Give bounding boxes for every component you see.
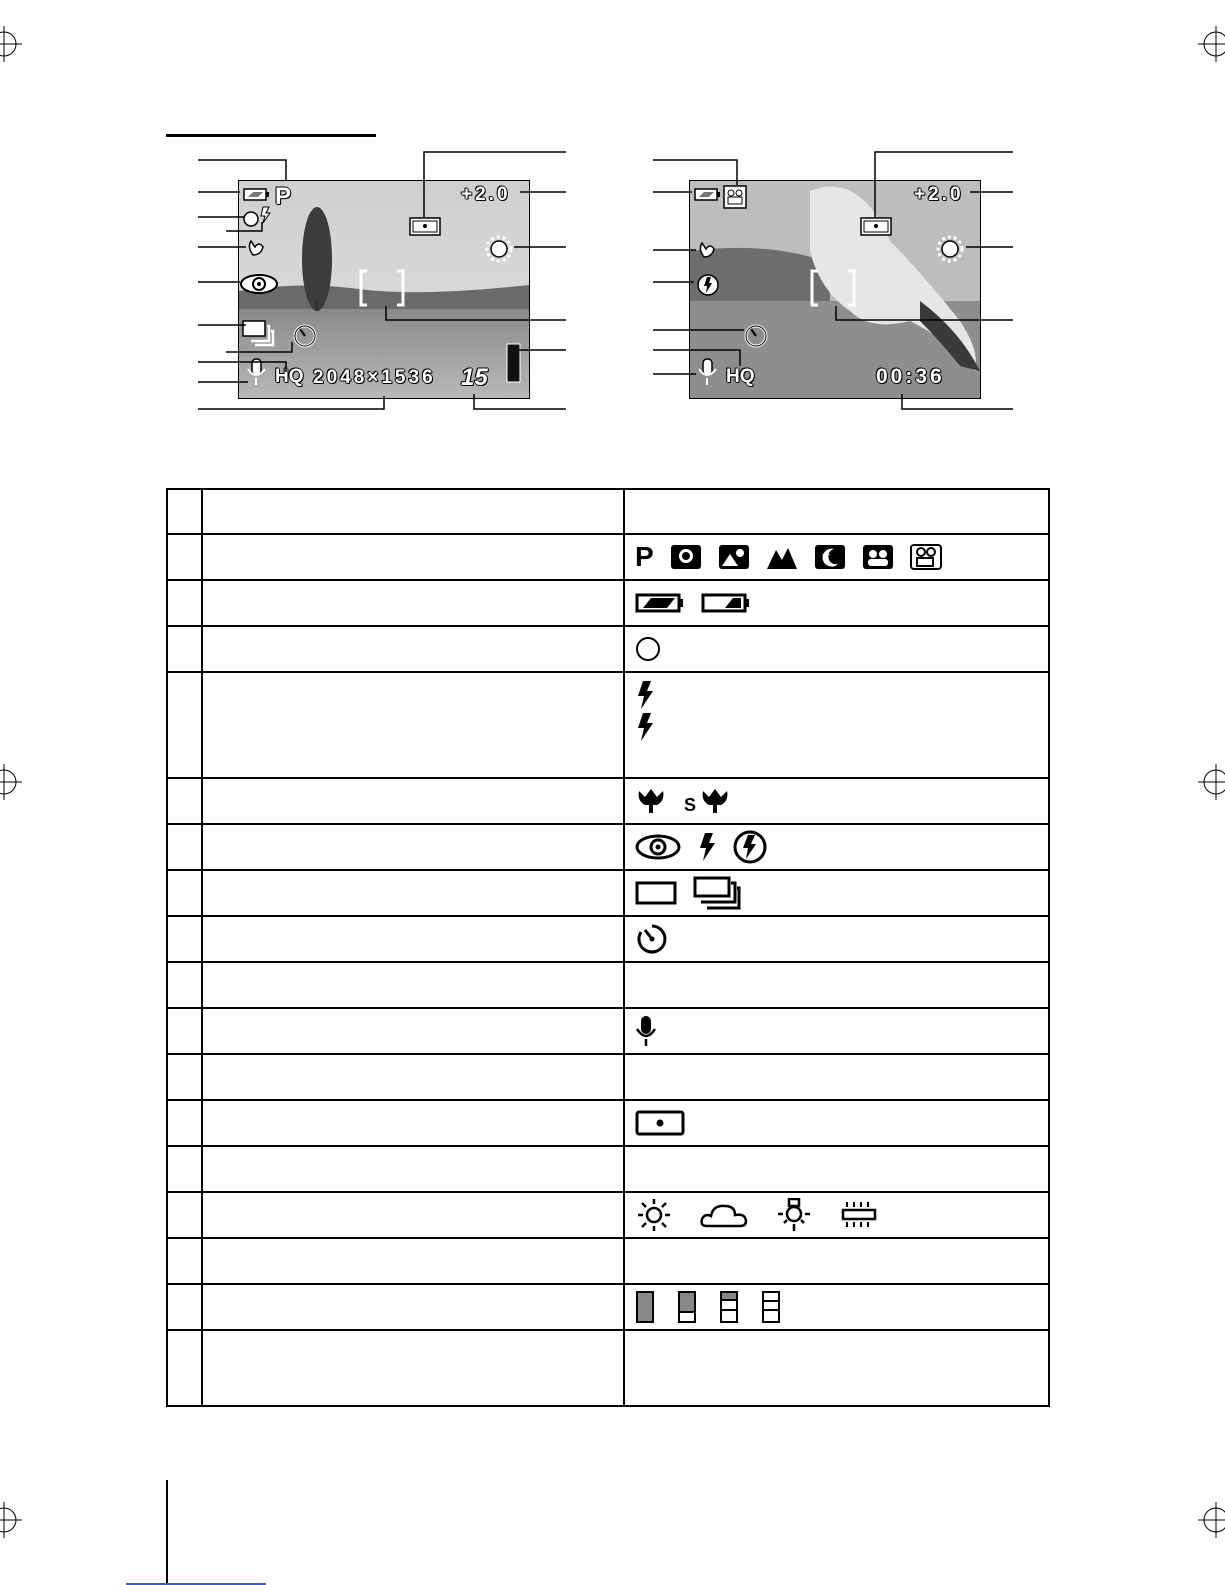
section-header-rule — [166, 134, 376, 137]
indicator-table — [166, 488, 1050, 1407]
registration-mark-bottom-left — [0, 1500, 24, 1540]
wb-cloudy-icon — [699, 1200, 749, 1230]
movie-mode-screen — [689, 180, 981, 399]
self-timer-icon — [295, 326, 315, 346]
memory-half-icon — [719, 1290, 739, 1324]
memory-three-quarter-icon — [677, 1290, 697, 1324]
red-eye-icon — [241, 275, 277, 293]
battery-icon — [244, 189, 269, 200]
battery-icon — [695, 189, 720, 200]
af-target-mark — [361, 271, 403, 305]
table-row — [167, 672, 1049, 778]
fill-in-flash-icon — [697, 832, 717, 862]
program-mode-icon: P — [635, 541, 654, 572]
movie-icon — [910, 544, 942, 570]
battery-full-icon — [635, 592, 685, 614]
green-lamp-icon — [244, 212, 258, 226]
landscape-portrait-icon — [718, 544, 750, 570]
sequential-icon — [243, 321, 273, 345]
wb-tungsten-icon — [775, 1198, 813, 1232]
battery-icons — [635, 587, 1038, 619]
spot-metering-icon — [635, 1109, 685, 1137]
table-row — [167, 916, 1049, 962]
callout-leader-lines — [0, 0, 1225, 430]
registration-mark-bottom-right — [1196, 1500, 1225, 1540]
flash-off-icon — [698, 275, 718, 295]
red-eye-reduction-icon — [635, 833, 681, 861]
registration-mark-mid-left — [0, 762, 24, 802]
table-row — [167, 1100, 1049, 1146]
spot-metering-icon — [861, 218, 891, 235]
super-macro-icon — [683, 787, 733, 815]
macro-icons — [635, 785, 1038, 817]
mode-symbol: P — [275, 183, 292, 210]
memory-gauge — [507, 344, 520, 382]
night-scene-icon — [814, 544, 846, 570]
macro-icon — [635, 787, 667, 815]
exposure-compensation: +2.0 — [914, 184, 964, 205]
table-row — [167, 580, 1049, 626]
left-osd-icons — [239, 181, 529, 398]
sound-icon — [248, 359, 265, 385]
table-row — [167, 1284, 1049, 1330]
wb-sunny-icon — [635, 1198, 673, 1232]
flash-charge-icon — [261, 207, 270, 223]
registration-mark-top-left — [0, 24, 24, 64]
single-frame-icon — [635, 879, 677, 907]
memory-gauge-icons — [635, 1291, 1038, 1323]
flash-off-icon — [733, 830, 767, 864]
macro-icon — [700, 243, 714, 257]
table-row — [167, 1192, 1049, 1238]
registration-mark-mid-right — [1196, 762, 1225, 802]
right-osd-icons — [690, 181, 980, 398]
resolution: 2048×1536 — [313, 367, 436, 388]
table-row — [167, 1146, 1049, 1192]
registration-mark-top-right — [1196, 24, 1225, 64]
record-mode: HQ — [726, 366, 755, 387]
table-row — [167, 1330, 1049, 1406]
green-lamp-icon — [635, 636, 661, 662]
table-row — [167, 1238, 1049, 1284]
still-mode-screen — [238, 180, 530, 399]
af-target-mark — [812, 271, 854, 305]
self-timer-icon — [635, 922, 669, 956]
remaining-recording-time: 00:36 — [876, 365, 945, 388]
movie-icon — [724, 186, 746, 208]
wb-fluorescent-icon — [839, 1200, 879, 1230]
flash-charging-icon — [635, 712, 655, 742]
shooting-mode-icons — [635, 541, 1038, 573]
white-balance-icon — [938, 237, 962, 261]
table-header-row — [167, 489, 1049, 534]
page-margin-line — [166, 1480, 168, 1585]
white-balance-icons — [635, 1199, 1038, 1231]
drive-mode-icons — [635, 877, 1038, 909]
record-mode: HQ — [275, 366, 304, 387]
sound-record-icon — [635, 1015, 657, 1047]
super-macro-letter: S — [684, 795, 697, 815]
battery-low-icon — [701, 592, 751, 614]
flash-mode-icons — [635, 831, 1038, 863]
table-row — [167, 534, 1049, 580]
table-row — [167, 1008, 1049, 1054]
spot-metering-icon — [410, 218, 440, 235]
table-row — [167, 626, 1049, 672]
sequential-icon — [693, 876, 741, 910]
table-row — [167, 778, 1049, 824]
flash-standby-icon — [635, 680, 655, 710]
self-portrait-icon — [862, 544, 894, 570]
memory-empty-icon — [761, 1290, 781, 1324]
table-row — [167, 870, 1049, 916]
frames-remaining: 15 — [461, 364, 488, 391]
sound-icon — [699, 359, 716, 385]
exposure-compensation: +2.0 — [461, 184, 511, 205]
portrait-mode-icon — [670, 544, 702, 570]
table-row — [167, 1054, 1049, 1100]
macro-icon — [249, 241, 263, 255]
table-row — [167, 824, 1049, 870]
table-row — [167, 962, 1049, 1008]
landscape-icon — [766, 544, 798, 570]
white-balance-icon — [487, 237, 511, 261]
memory-full-icon — [635, 1290, 655, 1324]
self-timer-icon — [746, 326, 766, 346]
